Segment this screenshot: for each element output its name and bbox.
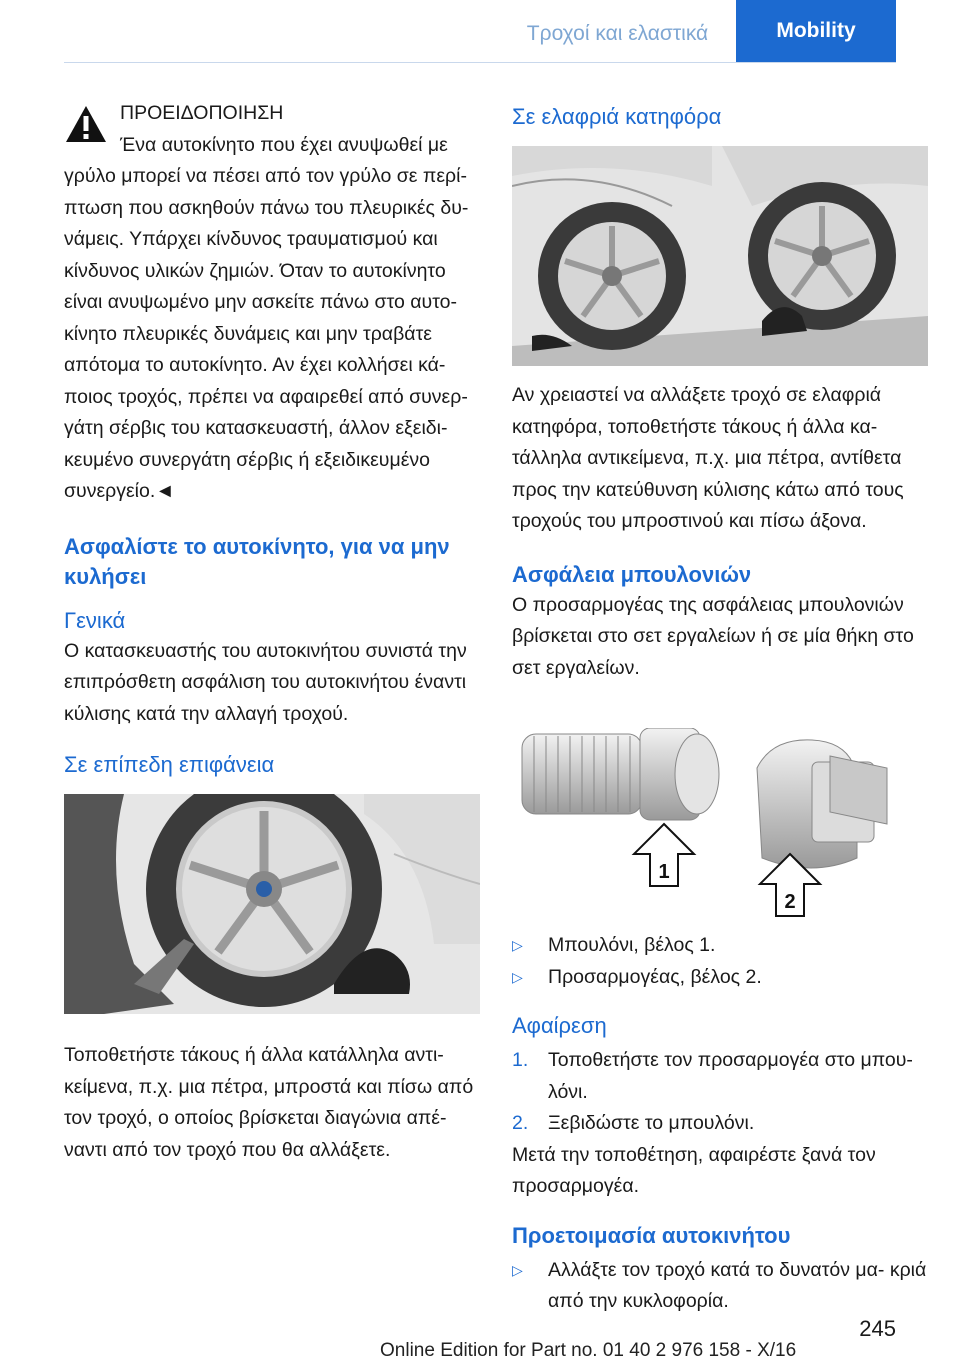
warning-triangle-icon [64, 104, 108, 144]
flat-surface-image [64, 794, 480, 1014]
heading-flat-surface: Σε επίπεδη επιφάνεια [64, 752, 275, 777]
triangle-bullet-icon: ▷ [512, 937, 523, 953]
warning-title: ΠΡΟΕΙΔΟΠΟΙΗΣΗ [120, 102, 284, 124]
list-item: ▷ Μπουλόνι, βέλος 1. [512, 930, 928, 962]
arrow-1-label: 1 [658, 861, 670, 883]
edition-text: Online Edition for Part no. 01 40 2 976 158 - X/16 [380, 1340, 797, 1361]
arrow-2-label: 2 [784, 891, 796, 913]
right-column [512, 98, 928, 1318]
after-text: Μετά την τοποθέτηση, αφαιρέστε ξανά τον προσαρμογέα. [512, 1143, 876, 1197]
wheel-lock-image [512, 728, 928, 918]
heading-prepare-vehicle: Προετοιμασία αυτοκινήτου [512, 1222, 791, 1248]
heading-slight-slope: Σε ελαφριά κατηφόρα [512, 104, 722, 129]
chapter-tab: Mobility [736, 0, 896, 62]
section-title: Τροχοί και ελαστικά [526, 22, 709, 45]
list-item: ▷ Προσαρμογέας, βέλος 2. [512, 962, 928, 994]
warning-text: Ένα αυτοκίνητο που έχει ανυψωθεί με γρύλο μπορεί να πέσει από τον γρύλο σε περί- πτωση που ασκηθούν πάνω του πλευρικές δυ- νάμεις. Υπάρχει κίνδυνος τραυματισμού και κίνδυνος υλικών ζημιών. Όταν το αυτοκίνητο είναι ανυψωμένο μην ασκείτε πάνω στο αυτο- κίνητο πλευρικές δυνάμεις και μην τραβάτε απότομα το αυτοκίνητο. Αν έχει κολλήσει κά- ποιος τροχός, πρέπει να αφαιρεθεί από συνερ- γάτη σέρβις του κατασκευαστή, άλλον εξειδι- κευμένο συνεργάτη σέρβις ή εξειδικευμένο συνεργείο.◄ [64, 133, 469, 502]
warning-block [64, 98, 480, 508]
flat-surface-text: Τοποθετήστε τάκους ή άλλα κατάλληλα αντι- κείμενα, π.χ. μια πέτρα, μπροστά και πίσω από τον τροχό, ο οποίος βρίσκεται διαγώνια απέ- ναντι από τον τροχό που θα αλλάξετε. [64, 1044, 474, 1161]
triangle-bullet-icon: ▷ [512, 968, 523, 985]
list-item: ▷ Αλλάξτε τον τροχό κατά το δυνατόν μα- κριά από την κυκλοφορία. [512, 1255, 928, 1318]
page-header [0, 0, 960, 62]
general-text: Ο κατασκευαστής του αυτοκινήτου συνιστά την επιπρόσθετη ασφάλιση του αυτοκινήτου έναντι κύλισης κατά την αλλαγή τροχού. [64, 639, 467, 725]
heading-general: Γενικά [64, 607, 126, 633]
heading-wheel-lock: Ασφάλεια μπουλονιών [512, 561, 752, 587]
list-item: 1. Τοποθετήστε τον προσαρμογέα στο μπου- λόνι. [512, 1049, 913, 1103]
list-item: 2. Ξεβιδώστε το μπουλόνι. [512, 1112, 755, 1134]
header-divider [64, 62, 896, 63]
prepare-list [512, 1255, 928, 1318]
page-number: 245 [859, 1316, 896, 1341]
left-column [64, 98, 480, 1166]
heading-secure-vehicle: Ασφαλίστε το αυτοκίνητο, για να μην κυλήσει [64, 533, 450, 589]
wheel-lock-list [512, 930, 928, 993]
triangle-bullet-icon: ▷ [512, 1261, 523, 1278]
slope-image [512, 146, 928, 366]
slope-text: Αν χρειαστεί να αλλάξετε τροχό σε ελαφριά κατηφόρα, τοποθετήστε τάκους ή άλλα κα- τάλληλα αντικείμενα, π.χ. μια πέτρα, αντίθετα προς την κατεύθυνση κύλισης κάτω από τους τροχούς του μπροστινού και πίσω άξονα. [512, 384, 904, 532]
heading-removal: Αφαίρεση [512, 1013, 607, 1038]
wheel-lock-text: Ο προσαρμογέας της ασφάλειας μπουλονιών βρίσκεται στο σετ εργαλείων ή σε μία θήκη στο σετ εργαλείων. [512, 593, 914, 679]
removal-steps [512, 1045, 928, 1140]
